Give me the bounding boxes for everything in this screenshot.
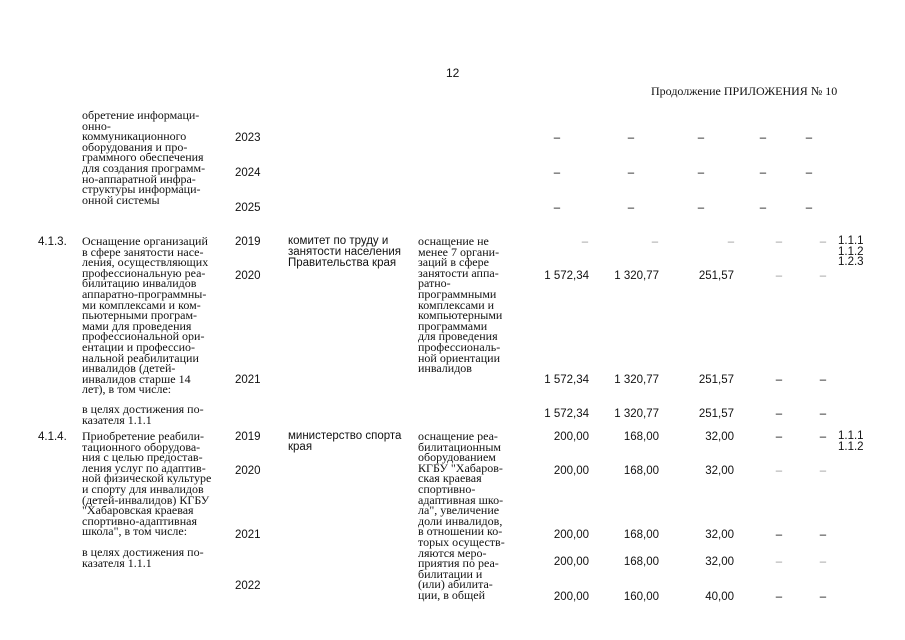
total-value: 200,00 [553,431,589,443]
empty-value: – [759,132,767,144]
item-number: 4.1.3. [38,236,67,248]
empty-value: – [651,236,659,248]
empty-value: – [805,167,813,179]
total-value: 200,00 [553,591,589,603]
page-number: 12 [446,66,460,80]
empty-value: – [775,465,783,477]
empty-value: – [759,202,767,214]
regional-value: 251,57 [698,408,734,420]
empty-value: – [553,132,561,144]
year-cell: 2025 [235,202,261,214]
empty-value: – [819,408,827,420]
expected-outcome: оснащение реа- билитационным оборудованием КГБУ "Хабаров- ская краевая спортивно- адаптивная шко- ла", увеличение доли инвалидов, в отношении ко- торых осуществ- ляются меро- приятия по реа- билитации и (или) абилита- ции, в общей [418,429,505,602]
expected-outcome: оснащение не менее 7 органи- заций в сфере занятости аппа- ратно- программными комплексами и компьютерными программами для проведения профессиональ- ной ориентации инвалидов [418,234,503,376]
empty-value: – [775,431,783,443]
year-cell: 2021 [235,529,261,541]
empty-value: – [805,132,813,144]
empty-value: – [819,431,827,443]
federal-value: 1 320,77 [614,408,659,420]
regional-value: 32,00 [705,465,734,477]
empty-value: – [819,236,827,248]
empty-value: – [627,202,635,214]
federal-value: 1 320,77 [614,374,659,386]
total-value: 200,00 [553,556,589,568]
year-cell: 2022 [235,580,261,592]
empty-value: – [727,236,735,248]
empty-value: – [805,202,813,214]
empty-value: – [819,529,827,541]
federal-value: 160,00 [623,591,659,603]
item-description: Приобретение реабили- тационного оборудова- ния с целью предостав- ления услуг по адаптив- ной физической культуре и спорту для инвалидов (детей-инвалидов) КГБУ "Хабаровская краевая спортивно-адаптивная школа", в том числе: [82,429,212,539]
continuation-title: Продолжение ПРИЛОЖЕНИЯ № 10 [651,84,838,98]
empty-value: – [759,167,767,179]
empty-value: – [697,167,705,179]
empty-value: – [819,465,827,477]
empty-value: – [775,236,783,248]
year-cell: 2019 [235,236,261,248]
total-value: 1 572,34 [544,270,589,282]
federal-value: 168,00 [623,465,659,477]
empty-value: – [775,374,783,386]
item-subtext: в целях достижения по- казателя 1.1.1 [82,545,204,570]
empty-value: – [819,556,827,568]
empty-value: – [553,167,561,179]
year-cell: 2023 [235,132,261,144]
federal-value: 1 320,77 [614,270,659,282]
regional-value: 251,57 [698,270,734,282]
empty-value: – [697,202,705,214]
empty-value: – [627,132,635,144]
item-description: обретение информаци- онно- коммуникационного оборудования и про- граммного обеспечения для создания программ- но-аппаратной инфра- структуры информаци- онной системы [82,108,206,207]
federal-value: 168,00 [623,431,659,443]
regional-value: 32,00 [705,431,734,443]
responsible-executor: комитет по труду и занятости населения Правительства края [288,235,402,269]
year-cell: 2024 [235,167,261,179]
indicator-codes: 1.1.1 1.1.2 1.2.3 [838,235,864,268]
empty-value: – [775,529,783,541]
empty-value: – [697,132,705,144]
empty-value: – [775,591,783,603]
total-value: 1 572,34 [544,374,589,386]
total-value: 1 572,34 [544,408,589,420]
regional-value: 251,57 [698,374,734,386]
empty-value: – [775,408,783,420]
empty-value: – [819,374,827,386]
empty-value: – [775,556,783,568]
regional-value: 32,00 [705,556,734,568]
item-number: 4.1.4. [38,431,67,443]
empty-value: – [553,202,561,214]
year-cell: 2019 [235,431,261,443]
responsible-executor: министерство спорта края [288,430,402,453]
empty-value: – [819,591,827,603]
empty-value: – [627,167,635,179]
empty-value: – [581,236,589,248]
year-cell: 2020 [235,270,261,282]
regional-value: 40,00 [705,591,734,603]
indicator-codes: 1.1.1 1.1.2 [838,430,864,453]
year-cell: 2020 [235,465,261,477]
federal-value: 168,00 [623,556,659,568]
total-value: 200,00 [553,465,589,477]
item-subtext: в целях достижения по- казателя 1.1.1 [82,402,204,427]
empty-value: – [775,270,783,282]
regional-value: 32,00 [705,529,734,541]
total-value: 200,00 [553,529,589,541]
empty-value: – [819,270,827,282]
federal-value: 168,00 [623,529,659,541]
item-description: Оснащение организаций в сфере занятости насе- ления, осуществляющих профессиональную реа- билитацию инвалидов аппаратно-программны- ми комплексами и ком- пьютерными програм- мами для проведения профессиональной ори- ентации и профессио- нальной реабилитации инвалидов (детей- инвалидов старше 14 лет), в том числе: [82,234,209,397]
year-cell: 2021 [235,374,261,386]
